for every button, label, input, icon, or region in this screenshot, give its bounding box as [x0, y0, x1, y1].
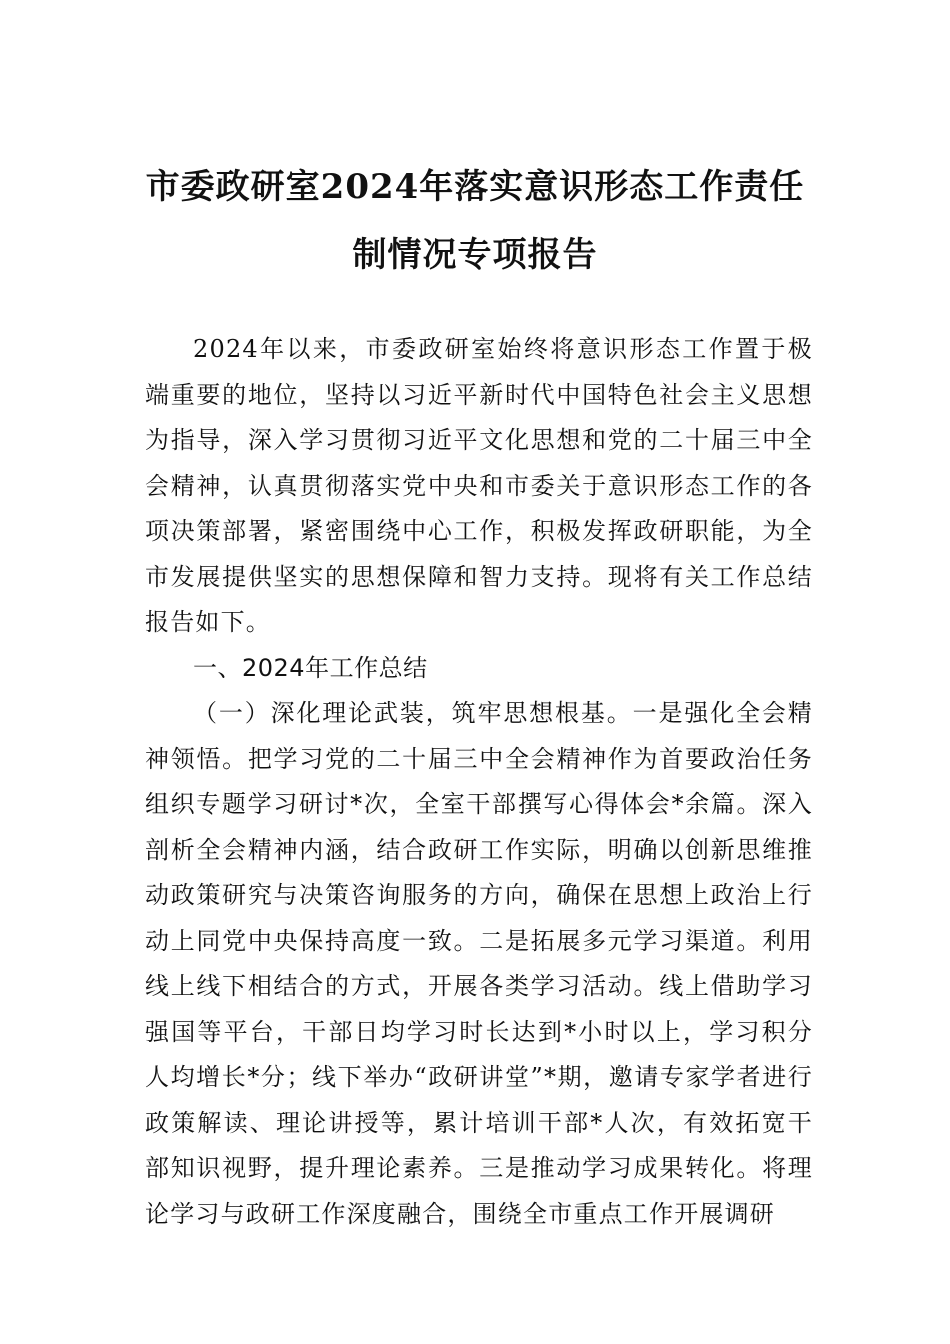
document-body — [145, 327, 813, 1237]
document-title-line-1: 市委政研室2024年落实意识形态工作责任 — [145, 167, 805, 207]
section-paragraph: （一）深化理论武装，筑牢思想根基。一是强化全会精神领悟。把学习党的二十届三中全会精神作为首要政治任务组织专题学习研讨*次，全室干部撰写心得体会*余篇。深入剖析全会精神内涵，结合政研工作实际，明确以创新思维推动政策研究与决策咨询服务的方向，确保在思想上政治上行动上同党中央保持高度一致。二是拓展多元学习渠道。利用线上线下相结合的方式，开展各类学习活动。线上借助学习强国等平台，干部日均学习时长达到*小时以上，学习积分人均增长*分；线下举办“政研讲堂”*期，邀请专家学者进行政策解读、理论讲授等，累计培训干部*人次，有效拓宽干部知识视野，提升理论素养。三是推动学习成果转化。将理论学习与政研工作深度融合，围绕全市重点工作开展调研 — [145, 699, 813, 1228]
section-heading: 一、2024年工作总结 — [193, 653, 428, 682]
document-title-line-2: 制情况专项报告 — [352, 235, 598, 275]
intro-paragraph: 2024年以来，市委政研室始终将意识形态工作置于极端重要的地位，坚持以习近平新时代中国特色社会主义思想为指导，深入学习贯彻习近平文化思想和党的二十届三中全会精神，认真贯彻落实党中央和市委关于意识形态工作的各项决策部署，紧密围绕中心工作，积极发挥政研职能，为全市发展提供坚实的思想保障和智力支持。现将有关工作总结报告如下。 — [145, 335, 813, 636]
